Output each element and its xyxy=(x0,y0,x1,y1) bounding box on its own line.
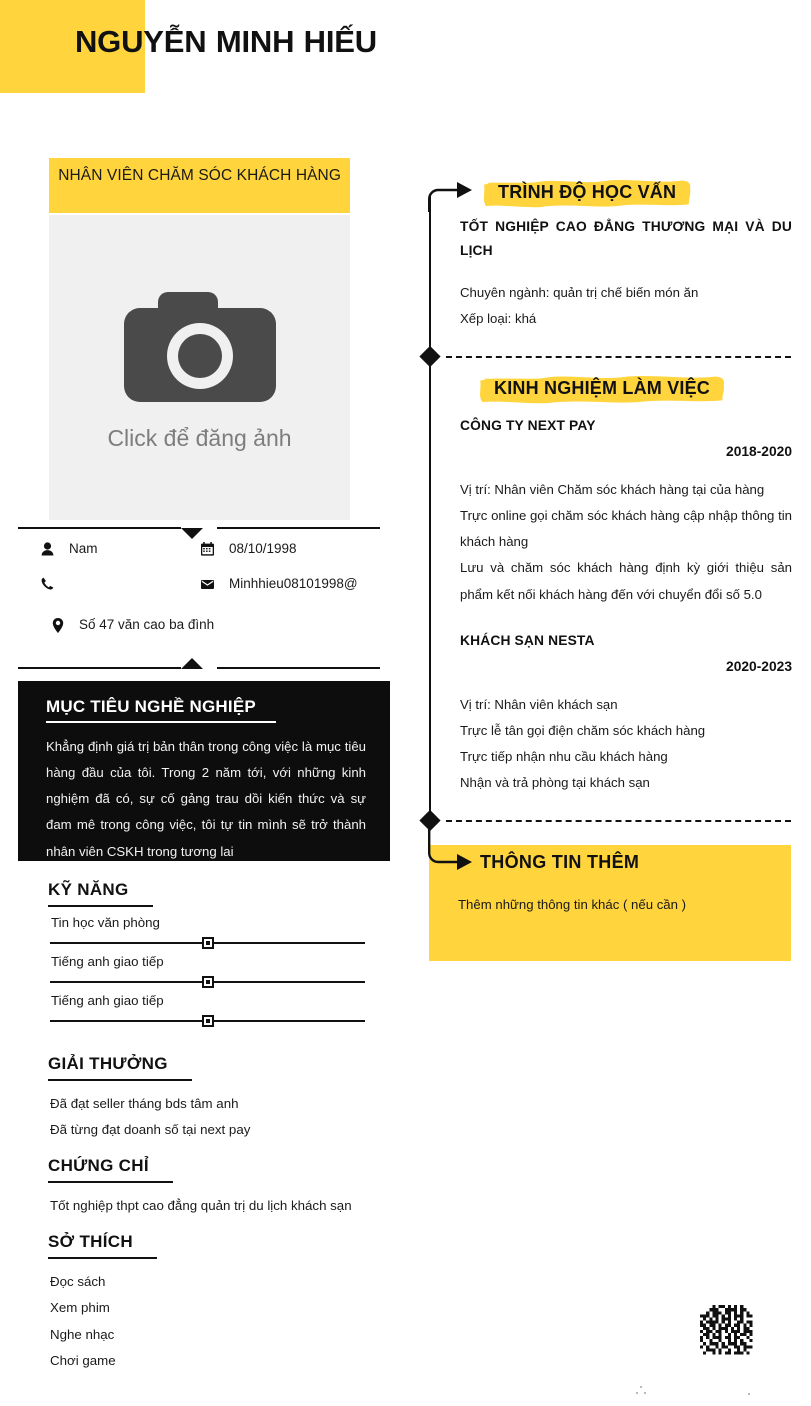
timeline-arrow-extra-icon xyxy=(428,822,480,870)
skill-slider-knob[interactable] xyxy=(202,976,214,988)
certificates-list xyxy=(50,1193,380,1219)
contact-phone[interactable] xyxy=(40,576,200,591)
skills-heading: KỸ NĂNG xyxy=(48,880,153,907)
timeline-dashed-rule-extra xyxy=(446,820,791,822)
skill-slider[interactable] xyxy=(50,1015,365,1027)
skill-slider[interactable] xyxy=(50,937,365,949)
list-item[interactable]: Đọc sách xyxy=(50,1274,106,1289)
experience-period: 2018-2020 xyxy=(726,444,792,459)
awards-list xyxy=(50,1091,380,1144)
contact-email[interactable] xyxy=(200,576,360,593)
career-objective-title: MỤC TIÊU NGHỀ NGHIỆP xyxy=(46,697,276,723)
list-item[interactable]: Chơi game xyxy=(50,1352,116,1368)
experience-detail-line[interactable]: Trực tiếp nhận nhu cầu khách hàng xyxy=(460,749,668,765)
education-heading xyxy=(482,178,692,208)
job-title-text: NHÂN VIÊN CHĂM SÓC KHÁCH HÀNG xyxy=(58,167,341,184)
contact-birthday-value: 08/10/1998 xyxy=(229,541,297,556)
speck-artifact xyxy=(748,1393,750,1395)
skill-name: Tiếng anh giao tiếp xyxy=(51,954,164,969)
qr-code xyxy=(700,1302,765,1367)
awards-heading: GIẢI THƯỞNG xyxy=(48,1054,192,1081)
extra-info-heading: THÔNG TIN THÊM xyxy=(480,852,640,872)
skill-item xyxy=(50,954,368,988)
contact-email-value: Minhhieu08101998@ xyxy=(229,575,358,591)
photo-upload-placeholder[interactable] xyxy=(49,215,350,520)
skill-slider[interactable] xyxy=(50,976,365,988)
divider-triangle-down-icon xyxy=(181,528,203,539)
contact-row xyxy=(40,541,390,558)
contact-address-value: Số 47 văn cao ba đình xyxy=(79,616,215,632)
contact-address[interactable] xyxy=(40,617,340,634)
contact-gender-value: Nam xyxy=(69,541,98,556)
divider-bottom xyxy=(18,661,380,675)
education-school[interactable]: TỐT NGHIỆP CAO ĐẲNG THƯƠNG MẠI VÀ DU LỊCH xyxy=(460,219,792,258)
list-item[interactable]: Đã đạt seller tháng bds tâm anh xyxy=(50,1096,239,1111)
photo-upload-caption: Click để đăng ảnh xyxy=(107,424,292,451)
hobbies-list xyxy=(50,1269,380,1374)
education-heading-text: TRÌNH ĐỘ HỌC VẤN xyxy=(498,182,677,202)
experience-heading xyxy=(478,374,726,404)
experience-details xyxy=(460,692,792,797)
experience-heading-text: KINH NGHIỆM LÀM VIỆC xyxy=(494,378,711,398)
experience-details xyxy=(460,477,792,608)
hobbies-heading: SỞ THÍCH xyxy=(48,1232,157,1259)
list-item[interactable]: Tốt nghiệp thpt cao đẳng quản trị du lịch khách sạn xyxy=(50,1198,352,1213)
list-item[interactable]: Nghe nhạc xyxy=(50,1326,115,1342)
divider-top xyxy=(18,521,380,535)
divider-triangle-up-icon xyxy=(181,658,203,669)
experience-detail-line[interactable]: Vị trí: Nhân viên khách sạn xyxy=(460,697,618,712)
experience-period: 2020-2023 xyxy=(726,659,792,674)
timeline-dashed-rule-experience xyxy=(446,356,791,358)
experience-company[interactable]: CÔNG TY NEXT PAY xyxy=(460,418,596,433)
camera-icon xyxy=(120,284,280,411)
job-title-banner xyxy=(49,158,350,213)
experience-detail-line[interactable]: Nhận và trả phòng tại khách sạn xyxy=(460,775,650,791)
timeline-arrow-education-icon xyxy=(428,178,480,214)
career-objective-panel xyxy=(18,681,390,861)
page-title: NGUYỄN MINH HIẾU xyxy=(75,24,377,59)
skill-item xyxy=(50,915,368,949)
experience-detail-line[interactable]: Vị trí: Nhân viên Chăm sóc khách hàng tại của hàng xyxy=(460,482,765,497)
education-detail-line[interactable]: Chuyên ngành: quản trị chế biến món ăn xyxy=(460,285,699,300)
skill-slider-knob[interactable] xyxy=(202,1015,214,1027)
skill-slider-knob[interactable] xyxy=(202,937,214,949)
envelope-icon xyxy=(200,576,215,591)
contact-birthday[interactable] xyxy=(200,541,360,558)
divider-bar-left xyxy=(18,667,181,669)
skill-item xyxy=(50,993,368,1027)
contact-gender[interactable] xyxy=(40,541,200,558)
certificates-heading: CHỨNG CHỈ xyxy=(48,1156,173,1183)
phone-icon xyxy=(40,576,55,591)
experience-detail-line[interactable]: Lưu và chăm sóc khách hàng định kỳ giới thiệu sản phẩm kết nối khách hàng đến với chuyển đổi số 5.0 xyxy=(460,560,792,602)
speck-artifact xyxy=(636,1392,638,1394)
speck-artifact xyxy=(640,1386,642,1388)
contact-row xyxy=(40,617,390,634)
list-item[interactable]: Đã từng đạt doanh số tại next pay xyxy=(50,1122,251,1138)
person-icon xyxy=(40,541,55,556)
divider-bar-right xyxy=(217,667,380,669)
timeline-spine-education xyxy=(429,196,431,364)
divider-bar-left xyxy=(18,527,181,529)
career-objective-body[interactable]: Khẳng định giá trị bản thân trong công việc là mục tiêu hàng đầu của tôi. Trong 2 năm tới, với những kinh nghiệm đã có, sự cố gảng trau dồi kiến thức và sự đam mê trong công việc, tôi tự tin mình sẽ trở thành nhân viên CSKH trong tương lai xyxy=(46,739,366,859)
contact-info xyxy=(40,541,390,652)
skill-name: Tiếng anh giao tiếp xyxy=(51,993,164,1008)
divider-bar-right xyxy=(217,527,380,529)
experience-detail-line[interactable]: Trực online gọi chăm sóc khách hàng cập nhập thông tin khách hàng xyxy=(460,508,792,550)
education-details xyxy=(460,280,792,332)
experience-company[interactable]: KHÁCH SẠN NESTA xyxy=(460,633,595,648)
contact-row xyxy=(40,576,390,593)
skills-list xyxy=(50,915,368,1032)
speck-artifact xyxy=(644,1392,646,1394)
experience-detail-line[interactable]: Trực lễ tân gọi điện chăm sóc khách hàng xyxy=(460,723,706,739)
education-detail-line[interactable]: Xếp loại: khá xyxy=(460,311,537,327)
list-item[interactable]: Xem phim xyxy=(50,1300,110,1316)
skill-name: Tin học văn phòng xyxy=(51,915,160,930)
right-column xyxy=(412,0,811,1406)
location-pin-icon xyxy=(50,617,65,633)
timeline-spine-experience xyxy=(429,357,431,829)
extra-info-body[interactable]: Thêm những thông tin khác ( nếu cần ) xyxy=(458,897,687,912)
calendar-icon xyxy=(200,541,215,556)
